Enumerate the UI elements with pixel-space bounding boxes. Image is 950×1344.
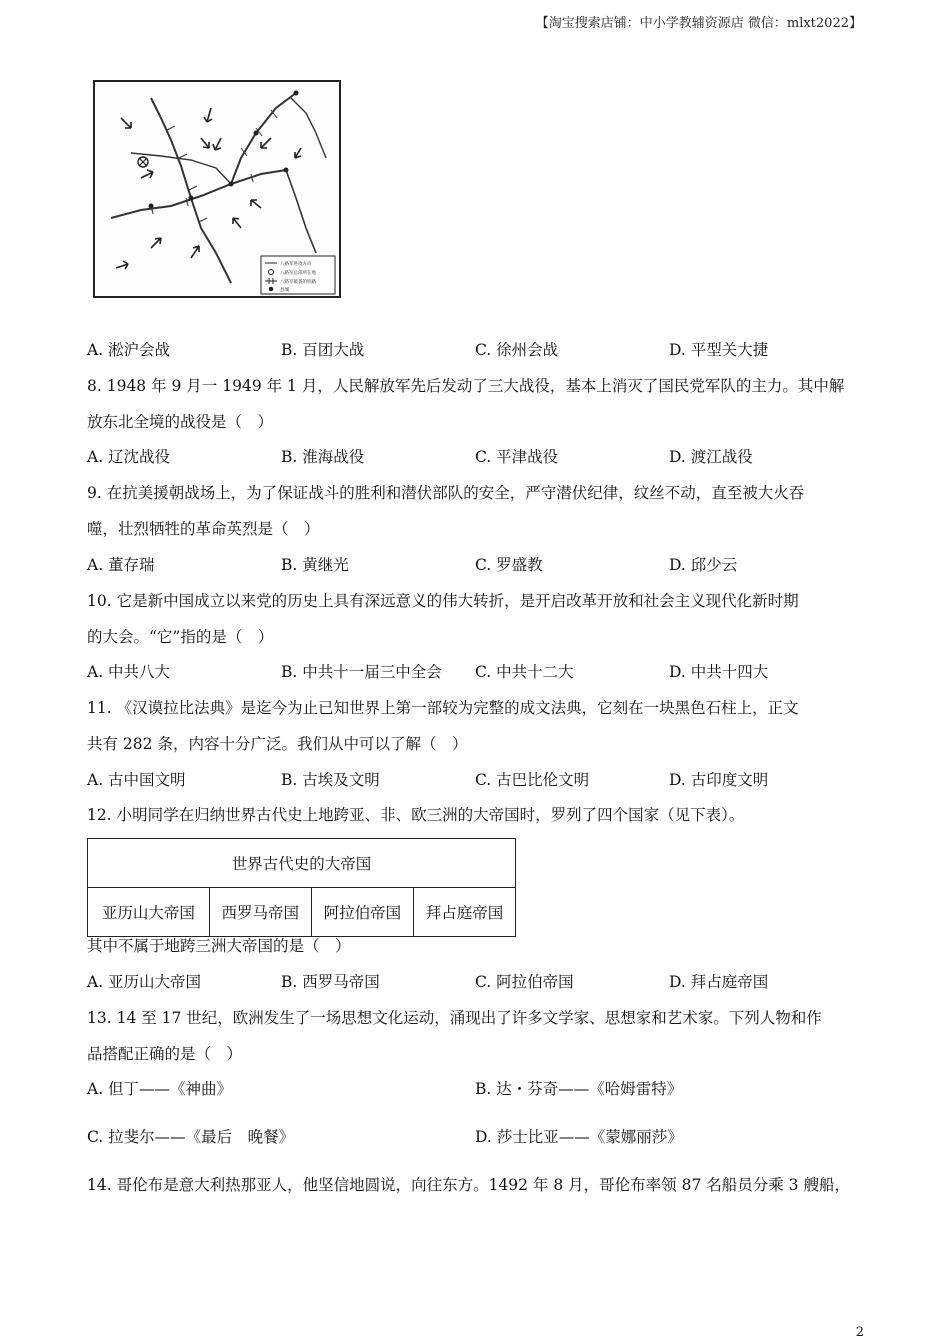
q13-stem-line1: 13. 14 至 17 世纪，欧洲发生了一场思想文化运动，涌现出了许多文学家、思想家和艺术家。下列人物和作: [87, 1009, 822, 1027]
q10-option-d: D. 中共十四大: [669, 663, 769, 681]
q9-option-d: D. 邱少云: [669, 556, 738, 574]
page-number: 2: [855, 1325, 864, 1340]
q12-option-b: B. 西罗马帝国: [281, 973, 380, 991]
q13-option-a: A. 但丁——《神曲》: [87, 1080, 233, 1098]
q8-option-d: D. 渡江战役: [669, 448, 753, 466]
q7-option-b: B. 百团大战: [281, 341, 365, 359]
q12-option-a: A. 亚历山大帝国: [87, 973, 202, 991]
q10-stem-line2: 的大会。“它”指的是（ ）: [87, 628, 274, 646]
q9-option-c: C. 罗盛教: [475, 556, 543, 574]
q8-option-c: C. 平津战役: [475, 448, 559, 466]
q13-option-d: D. 莎士比亚——《蒙娜丽莎》: [475, 1128, 683, 1146]
q7-option-c: C. 徐州会战: [475, 341, 559, 359]
q9-stem-line2: 噬，壮烈牺牲的革命英烈是（ ）: [87, 520, 320, 538]
q11-stem-line2: 共有 282 条，内容十分广泛。我们从中可以了解（ ）: [87, 735, 468, 753]
q8-option-a: A. 辽沈战役: [87, 448, 171, 466]
q10-option-b: B. 中共十一届三中全会: [281, 663, 442, 681]
q10-option-a: A. 中共八大: [87, 663, 171, 681]
page-header: 【淘宝搜索店铺：中小学教辅资源店 微信：mlxt2022】: [535, 16, 862, 31]
legend-item: 八路军进攻方向: [280, 262, 312, 267]
q8-stem-line2: 放东北全境的战役是（ ）: [87, 413, 274, 431]
q10-option-c: C. 中共十二大: [475, 663, 574, 681]
historical-map-image: [91, 78, 343, 300]
q9-stem-line1: 9. 在抗美援朝战场上，为了保证战斗的胜利和潜伏部队的安全，严守潜伏纪律，纹丝不动，直至被大火吞: [87, 484, 805, 502]
q11-option-c: C. 古巴比伦文明: [475, 771, 590, 789]
q7-option-a: A. 淞沪会战: [87, 341, 171, 359]
q12-option-d: D. 拜占庭帝国: [669, 973, 769, 991]
q13-option-c: C. 拉斐尔——《最后 晚餐》: [87, 1128, 295, 1146]
legend-item: 县城: [280, 288, 289, 293]
empire-table: [87, 838, 516, 937]
q8-option-b: B. 淮海战役: [281, 448, 365, 466]
q14-stem-line1: 14. 哥伦布是意大利热那亚人，他坚信地圆说，向往东方。1492 年 8 月，哥伦布率领 87 名船员分乘 3 艘船，: [87, 1176, 850, 1194]
q9-option-a: A. 董存瑞: [87, 556, 155, 574]
table-cell: 西罗马帝国: [209, 888, 311, 937]
table-cell: 阿拉伯帝国: [311, 888, 413, 937]
q10-stem-line1: 10. 它是新中国成立以来党的历史上具有深远意义的伟大转折，是开启改革开放和社会主义现代化新时期: [87, 592, 799, 610]
table-cell: 拜占庭帝国: [413, 888, 515, 937]
table-cell: 亚历山大帝国: [88, 888, 210, 937]
q11-option-b: B. 古埃及文明: [281, 771, 380, 789]
q13-option-b: B. 达・芬奇——《哈姆雷特》: [475, 1080, 683, 1098]
q7-option-d: D. 平型关大捷: [669, 341, 769, 359]
q11-option-d: D. 古印度文明: [669, 771, 769, 789]
table-title: 世界古代史的大帝国: [88, 839, 516, 888]
q8-stem-line1: 8. 1948 年 9 月一 1949 年 1 月，人民解放军先后发动了三大战役，基本上消灭了国民党军队的主力。其中解: [87, 377, 845, 395]
q11-stem-line1: 11. 《汉谟拉比法典》是迄今为止已知世界上第一部较为完整的成文法典，它刻在一块黑色石柱上，正文: [87, 699, 799, 717]
q12-option-c: C. 阿拉伯帝国: [475, 973, 574, 991]
q12-stem-line1: 12. 小明同学在归纳世界古代史上地跨亚、非、欧三洲的大帝国时，罗列了四个国家（见下表）。: [87, 806, 745, 824]
q9-option-b: B. 黄继光: [281, 556, 349, 574]
legend-item: 八路军破袭的铁路: [280, 280, 316, 285]
legend-item: 八路军总部所在地: [280, 271, 316, 276]
q11-option-a: A. 古中国文明: [87, 771, 186, 789]
q12-stem-line2: 其中不属于地跨三洲大帝国的是（ ）: [87, 937, 351, 955]
q13-stem-line2: 品搭配正确的是（ ）: [87, 1045, 243, 1063]
